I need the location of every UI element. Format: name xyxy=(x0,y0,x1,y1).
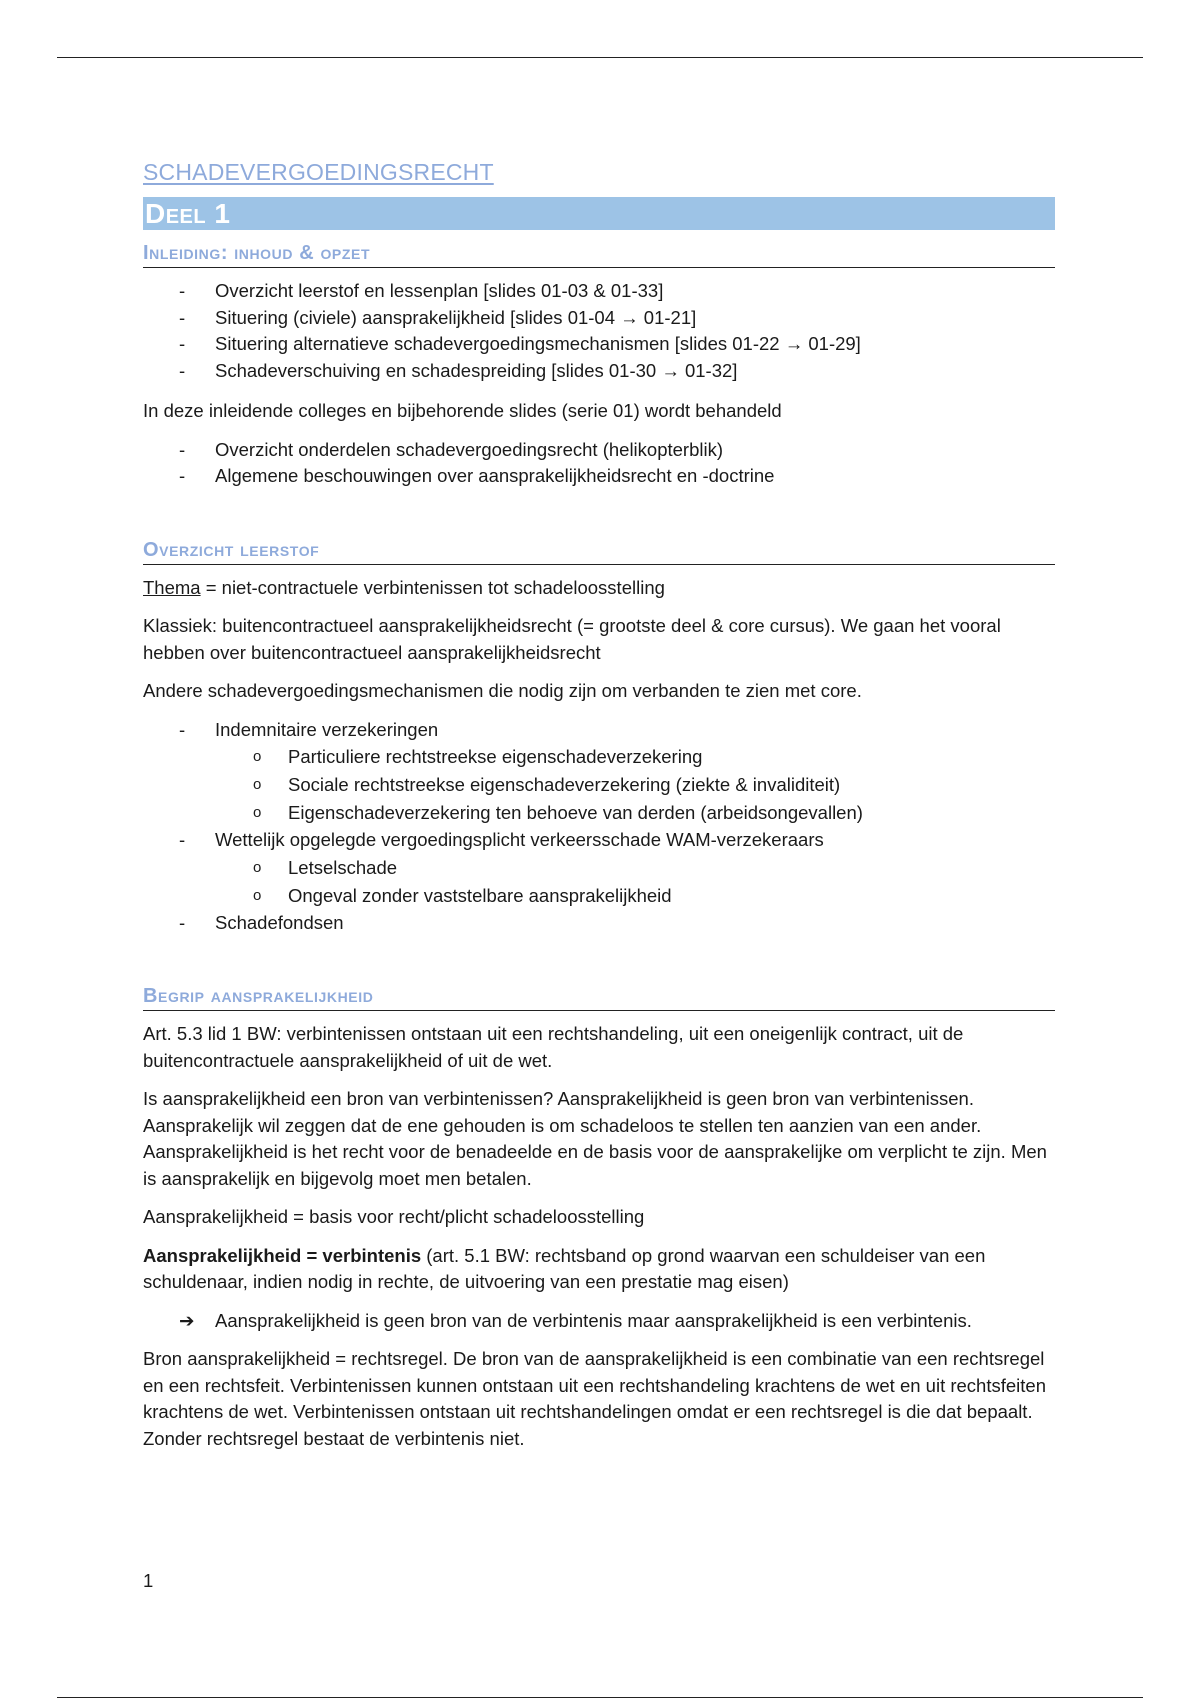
list-item: - Overzicht leerstof en lessenplan [slides 01-03 & 01-33] xyxy=(143,278,1055,305)
dash-bullet: - xyxy=(179,333,186,354)
list-item: - Algemene beschouwingen over aansprakelijkheidsrecht en -doctrine xyxy=(143,463,1055,490)
circle-bullet: o xyxy=(253,748,262,765)
dash-bullet: - xyxy=(179,438,186,460)
list-item: - Wettelijk opgelegde vergoedingsplicht verkeersschade WAM-verzekeraars o Letselschade o Ongeval zonder vaststelbare aansprakelijkheid xyxy=(143,827,1055,910)
dash-bullet: - xyxy=(179,465,186,486)
section-heading-overview: Overzicht leerstof xyxy=(143,538,1055,565)
sub-list-item: o Eigenschadeverzekering ten behoeve van derden (arbeidsongevallen) xyxy=(143,799,1055,827)
list-item: - Schadeverschuiving en schadespreiding [slides 01-30 → 01-32] xyxy=(143,358,1055,385)
sub-list-item: o Ongeval zonder vaststelbare aansprakelijkheid xyxy=(143,882,1055,910)
circle-bullet: o xyxy=(253,886,262,904)
circle-bullet: o xyxy=(253,776,262,793)
sub-list-item: o Sociale rechtstreekse eigenschadeverzekering (ziekte & invaliditeit) xyxy=(143,771,1055,799)
thema-paragraph: Thema = niet-contractuele verbintenissen tot schadeloosstelling xyxy=(143,576,665,598)
sub-list xyxy=(215,854,1055,910)
andere-paragraph: Andere schadevergoedingsmechanismen die nodig zijn om verbanden te zien met core. xyxy=(143,680,862,701)
concept-paragraph-4: Aansprakelijkheid = verbintenis (art. 5.1 BW: rechtsband op grond waarvan een schuldeiser van een schuldenaar, indien nodig in rechte, de uitvoering van een prestatie mag eisen) xyxy=(143,1244,986,1292)
mechanisms-list xyxy=(143,717,1055,937)
dash-bullet: - xyxy=(179,718,186,740)
part-heading: Deel 1 xyxy=(143,197,1055,230)
sub-list-item: o Letselschade xyxy=(143,854,1055,882)
concept-paragraph-3: Aansprakelijkheid = basis voor recht/plicht schadeloosstelling xyxy=(143,1206,645,1227)
intro-paragraph: In deze inleidende colleges en bijbehorende slides (serie 01) wordt behandeld xyxy=(143,400,782,421)
page-number: 1 xyxy=(143,1570,154,1591)
document-page xyxy=(143,157,1055,1464)
list-item: - Situering alternatieve schadevergoedingsmechanismen [slides 01-22 → 01-29] xyxy=(143,331,1055,358)
list-item: - Indemnitaire verzekeringen o Particuliere rechtstreekse eigenschadeverzekering o Sociale rechtstreekse eigenschadeverzekering (ziekte & invaliditeit) o Eigenschadeverzekering ten behoeve van derden (arbeidsongevallen) xyxy=(143,717,1055,828)
arrow-right-icon: ➔ xyxy=(179,1309,195,1331)
list-item: - Schadefondsen xyxy=(143,910,1055,937)
arrow-note: ➔ Aansprakelijkheid is geen bron van de verbintenis maar aansprakelijkheid is een verbintenis. xyxy=(143,1308,1055,1335)
page-bottom-rule xyxy=(57,1697,1143,1698)
dash-bullet: - xyxy=(179,306,186,328)
list-item: - Overzicht onderdelen schadevergoedingsrecht (helikopterblik) xyxy=(143,437,1055,464)
circle-bullet: o xyxy=(253,858,262,876)
section-heading-intro: Inleiding: inhoud & opzet xyxy=(143,241,1055,268)
klassiek-paragraph: Klassiek: buitencontractueel aansprakelijkheidsrecht (= grootste deel & core cursus). We gaan het vooral hebben over buitencontractueel aansprakelijkheidsrecht xyxy=(143,615,1001,663)
dash-bullet: - xyxy=(179,911,186,933)
intro-list-2 xyxy=(143,437,1055,490)
sub-list-item: o Particuliere rechtstreekse eigenschadeverzekering xyxy=(143,743,1055,771)
list-item: - Situering (civiele) aansprakelijkheid [slides 01-04 → 01-21] xyxy=(143,305,1055,332)
thema-label: Thema xyxy=(143,576,201,598)
dash-bullet: - xyxy=(179,829,186,850)
sub-list xyxy=(215,743,1055,827)
section-heading-concept: Begrip aansprakelijkheid xyxy=(143,984,1055,1011)
intro-list xyxy=(143,278,1055,384)
concept-paragraph-5: Bron aansprakelijkheid = rechtsregel. De bron van de aansprakelijkheid is een combinatie van een rechtsregel en een rechtsfeit. Verbintenissen kunnen ontstaan uit een rechtshandeling krachtens de wet en uit rechtsfeiten krachtens de wet. Verbintenissen ontstaan uit rechtshandelingen omdat er een rechtsregel is die dat bepaalt. Zonder rechtsregel bestaat de verbintenis niet. xyxy=(143,1348,1046,1449)
document-title: SCHADEVERGOEDINGSRECHT xyxy=(143,159,494,185)
concept-paragraph-2: Is aansprakelijkheid een bron van verbintenissen? Aansprakelijkheid is geen bron van verbintenissen. Aansprakelijk wil zeggen dat de ene gehouden is om schadeloos te stellen ten aanzien van een ander. Aansprakelijkheid is het recht voor de benadeelde en de basis voor de aansprakelijke om verplicht te zijn. Men is aansprakelijk en bijgevolg moet men betalen. xyxy=(143,1088,1047,1189)
dash-bullet: - xyxy=(179,359,186,381)
page-top-rule xyxy=(57,57,1143,58)
dash-bullet: - xyxy=(179,280,186,301)
concept-paragraph-1: Art. 5.3 lid 1 BW: verbintenissen ontstaan uit een rechtshandeling, uit een oneigenlijk contract, uit de buitencontractuele aansprakelijkheid of uit de wet. xyxy=(143,1023,964,1071)
circle-bullet: o xyxy=(253,804,262,821)
bold-definition: Aansprakelijkheid = verbintenis xyxy=(143,1244,422,1266)
